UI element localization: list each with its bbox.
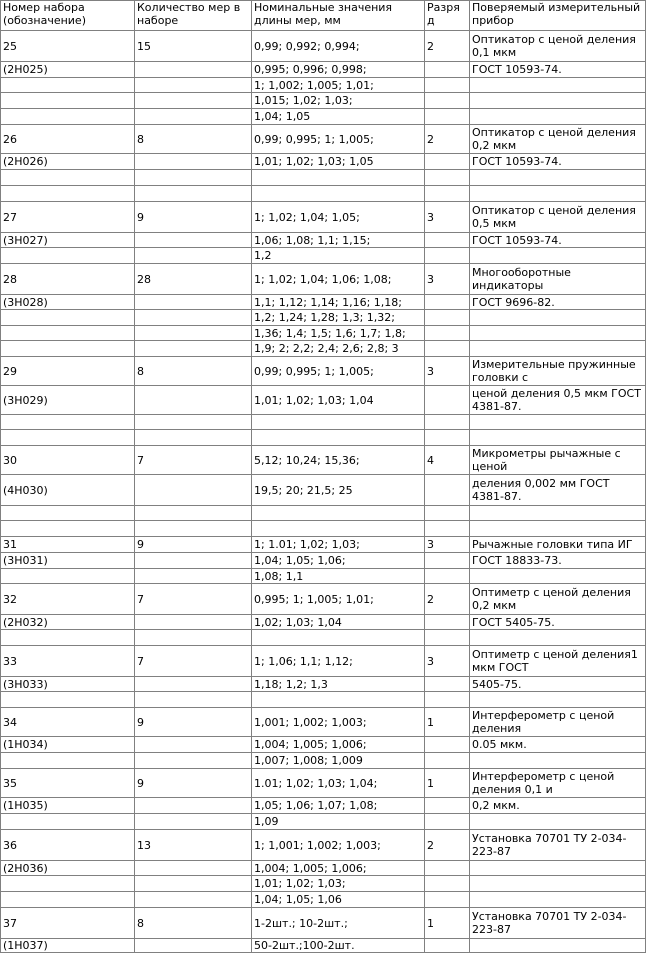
cell-verified-instrument: ГОСТ 10593-74.: [470, 233, 646, 248]
cell-set-number: 32: [1, 584, 135, 615]
cell-set-number: 31: [1, 537, 135, 553]
cell-nominal-lengths: 1,08; 1,1: [252, 569, 425, 584]
cell-verified-instrument: [470, 93, 646, 109]
cell-set-number: (2Н025): [1, 62, 135, 78]
cell-gauge-count: 13: [135, 830, 252, 861]
cell-verified-instrument: [470, 876, 646, 892]
cell-gauge-count: [135, 798, 252, 814]
cell-gauge-count: [135, 62, 252, 78]
cell-grade: [425, 310, 470, 326]
cell-grade: 3: [425, 202, 470, 233]
cell-verified-instrument: Интерферометр с ценой деления: [470, 708, 646, 737]
cell-verified-instrument: Установка 70701 ТУ 2-034-223-87: [470, 908, 646, 939]
cell-gauge-count: [135, 170, 252, 186]
cell-verified-instrument: 5405-75.: [470, 677, 646, 692]
table-row: [1, 569, 646, 584]
cell-set-number: (1Н034): [1, 737, 135, 753]
cell-set-number: (1Н037): [1, 939, 135, 953]
cell-verified-instrument: [470, 341, 646, 357]
cell-nominal-lengths: 1,004; 1,005; 1,006;: [252, 737, 425, 753]
cell-set-number: (2Н036): [1, 861, 135, 876]
cell-set-number: 26: [1, 125, 135, 154]
cell-nominal-lengths: 1,2; 1,24; 1,28; 1,3; 1,32;: [252, 310, 425, 326]
header-set-number: Номер набора (обозначение): [1, 1, 135, 31]
table-row: [1, 769, 646, 798]
cell-grade: 2: [425, 830, 470, 861]
cell-gauge-count: [135, 521, 252, 537]
cell-nominal-lengths: 1,05; 1,06; 1,07; 1,08;: [252, 798, 425, 814]
cell-gauge-count: [135, 892, 252, 908]
cell-gauge-count: [135, 737, 252, 753]
cell-grade: 2: [425, 31, 470, 62]
cell-set-number: (2Н026): [1, 154, 135, 170]
table-row: [1, 814, 646, 830]
cell-gauge-count: [135, 386, 252, 415]
cell-gauge-count: [135, 630, 252, 646]
table-row: [1, 737, 646, 753]
cell-nominal-lengths: 1,007; 1,008; 1,009: [252, 753, 425, 769]
cell-gauge-count: [135, 876, 252, 892]
cell-grade: [425, 615, 470, 630]
table-row: [1, 584, 646, 615]
cell-verified-instrument: Установка 70701 ТУ 2-034-223-87: [470, 830, 646, 861]
cell-set-number: [1, 753, 135, 769]
cell-gauge-count: [135, 341, 252, 357]
table-row: [1, 93, 646, 109]
cell-verified-instrument: Оптиметр с ценой деления 0,2 мкм: [470, 584, 646, 615]
cell-nominal-lengths: 1,06; 1,08; 1,1; 1,15;: [252, 233, 425, 248]
cell-grade: 3: [425, 264, 470, 295]
table-row: [1, 31, 646, 62]
cell-set-number: (3Н027): [1, 233, 135, 248]
table-row: [1, 62, 646, 78]
cell-grade: [425, 154, 470, 170]
cell-nominal-lengths: 1; 1,002; 1,005; 1,01;: [252, 78, 425, 93]
cell-gauge-count: [135, 939, 252, 953]
cell-nominal-lengths: 1,9; 2; 2,2; 2,4; 2,6; 2,8; 3: [252, 341, 425, 357]
cell-nominal-lengths: 1-2шт.; 10-2шт.;: [252, 908, 425, 939]
cell-grade: 1: [425, 708, 470, 737]
cell-nominal-lengths: [252, 521, 425, 537]
header-nominal-lengths: Номинальные значения длины мер, мм: [252, 1, 425, 31]
cell-gauge-count: 15: [135, 31, 252, 62]
cell-verified-instrument: [470, 109, 646, 125]
cell-nominal-lengths: 0,99; 0,995; 1; 1,005;: [252, 125, 425, 154]
cell-set-number: [1, 569, 135, 584]
table-row: [1, 692, 646, 708]
cell-nominal-lengths: [252, 506, 425, 521]
cell-set-number: 30: [1, 446, 135, 475]
cell-set-number: [1, 630, 135, 646]
cell-nominal-lengths: 1; 1.01; 1,02; 1,03;: [252, 537, 425, 553]
cell-set-number: [1, 248, 135, 264]
cell-verified-instrument: ГОСТ 18833-73.: [470, 553, 646, 569]
table-row: [1, 415, 646, 430]
cell-verified-instrument: [470, 892, 646, 908]
cell-gauge-count: 7: [135, 584, 252, 615]
cell-verified-instrument: Рычажные головки типа ИГ: [470, 537, 646, 553]
table-row: [1, 646, 646, 677]
cell-nominal-lengths: 0,995; 1; 1,005; 1,01;: [252, 584, 425, 615]
table-body: [1, 31, 646, 953]
cell-set-number: [1, 326, 135, 341]
cell-grade: [425, 939, 470, 953]
cell-verified-instrument: ценой деления 0,5 мкм ГОСТ 4381-87.: [470, 386, 646, 415]
cell-nominal-lengths: 1; 1,02; 1,04; 1,05;: [252, 202, 425, 233]
cell-set-number: [1, 310, 135, 326]
cell-verified-instrument: [470, 753, 646, 769]
cell-grade: 4: [425, 446, 470, 475]
cell-grade: [425, 553, 470, 569]
cell-gauge-count: [135, 753, 252, 769]
cell-set-number: (3Н033): [1, 677, 135, 692]
cell-grade: [425, 737, 470, 753]
cell-grade: [425, 753, 470, 769]
table-row: [1, 386, 646, 415]
cell-gauge-count: [135, 78, 252, 93]
cell-verified-instrument: [470, 521, 646, 537]
cell-nominal-lengths: 1,001; 1,002; 1,003;: [252, 708, 425, 737]
cell-grade: [425, 430, 470, 446]
cell-gauge-count: [135, 506, 252, 521]
cell-nominal-lengths: [252, 186, 425, 202]
cell-verified-instrument: 0.05 мкм.: [470, 737, 646, 753]
cell-gauge-count: 8: [135, 125, 252, 154]
cell-gauge-count: 9: [135, 708, 252, 737]
cell-verified-instrument: Измерительные пружинные головки с: [470, 357, 646, 386]
cell-gauge-count: [135, 861, 252, 876]
cell-gauge-count: 9: [135, 537, 252, 553]
cell-grade: [425, 326, 470, 341]
table-row: [1, 876, 646, 892]
cell-nominal-lengths: [252, 430, 425, 446]
cell-gauge-count: 8: [135, 908, 252, 939]
cell-nominal-lengths: [252, 692, 425, 708]
table-row: [1, 537, 646, 553]
cell-set-number: [1, 93, 135, 109]
cell-set-number: 36: [1, 830, 135, 861]
cell-grade: [425, 248, 470, 264]
table-row: [1, 553, 646, 569]
cell-grade: [425, 475, 470, 506]
cell-set-number: [1, 876, 135, 892]
header-gauge-count: Количество мер в наборе: [135, 1, 252, 31]
cell-gauge-count: 8: [135, 357, 252, 386]
cell-nominal-lengths: 1,1; 1,12; 1,14; 1,16; 1,18;: [252, 295, 425, 310]
table-row: [1, 630, 646, 646]
table-row: [1, 295, 646, 310]
cell-gauge-count: [135, 248, 252, 264]
cell-gauge-count: [135, 814, 252, 830]
cell-verified-instrument: [470, 692, 646, 708]
cell-nominal-lengths: 1,36; 1,4; 1,5; 1,6; 1,7; 1,8;: [252, 326, 425, 341]
table-row: [1, 248, 646, 264]
table-row: [1, 170, 646, 186]
header-row: [1, 1, 646, 31]
cell-set-number: (2Н032): [1, 615, 135, 630]
cell-verified-instrument: Микрометры рычажные с ценой: [470, 446, 646, 475]
cell-verified-instrument: [470, 630, 646, 646]
table-row: [1, 939, 646, 953]
table-row: [1, 475, 646, 506]
cell-set-number: 29: [1, 357, 135, 386]
cell-grade: [425, 814, 470, 830]
cell-set-number: [1, 341, 135, 357]
cell-set-number: [1, 814, 135, 830]
cell-grade: 2: [425, 125, 470, 154]
cell-verified-instrument: ГОСТ 5405-75.: [470, 615, 646, 630]
cell-grade: 1: [425, 908, 470, 939]
cell-verified-instrument: [470, 170, 646, 186]
cell-grade: [425, 892, 470, 908]
table-row: [1, 861, 646, 876]
cell-grade: [425, 233, 470, 248]
cell-verified-instrument: ГОСТ 9696-82.: [470, 295, 646, 310]
table-row: [1, 202, 646, 233]
cell-grade: [425, 186, 470, 202]
cell-gauge-count: [135, 186, 252, 202]
table-row: [1, 310, 646, 326]
cell-nominal-lengths: 1,04; 1,05; 1,06;: [252, 553, 425, 569]
cell-grade: [425, 295, 470, 310]
cell-gauge-count: [135, 109, 252, 125]
table-row: [1, 264, 646, 295]
cell-gauge-count: [135, 615, 252, 630]
cell-verified-instrument: [470, 310, 646, 326]
cell-nominal-lengths: 5,12; 10,24; 15,36;: [252, 446, 425, 475]
cell-verified-instrument: Оптикатор с ценой деления 0,1 мкм: [470, 31, 646, 62]
cell-gauge-count: 28: [135, 264, 252, 295]
table-row: [1, 506, 646, 521]
cell-verified-instrument: Оптикатор с ценой деления 0,5 мкм: [470, 202, 646, 233]
cell-verified-instrument: [470, 78, 646, 93]
table-row: [1, 186, 646, 202]
cell-nominal-lengths: 1,01; 1,02; 1,03;: [252, 876, 425, 892]
cell-nominal-lengths: 1,01; 1,02; 1,03; 1,05: [252, 154, 425, 170]
table-row: [1, 830, 646, 861]
cell-gauge-count: [135, 475, 252, 506]
table-row: [1, 798, 646, 814]
cell-gauge-count: [135, 233, 252, 248]
cell-grade: [425, 876, 470, 892]
cell-grade: [425, 798, 470, 814]
cell-grade: [425, 861, 470, 876]
header-grade: Разряд: [425, 1, 470, 31]
cell-grade: [425, 415, 470, 430]
cell-set-number: 25: [1, 31, 135, 62]
cell-set-number: 37: [1, 908, 135, 939]
cell-grade: [425, 630, 470, 646]
cell-grade: [425, 93, 470, 109]
cell-set-number: [1, 109, 135, 125]
cell-gauge-count: [135, 553, 252, 569]
cell-gauge-count: 9: [135, 202, 252, 233]
cell-grade: 1: [425, 769, 470, 798]
cell-set-number: (4Н030): [1, 475, 135, 506]
table-row: [1, 109, 646, 125]
cell-grade: [425, 62, 470, 78]
cell-set-number: [1, 506, 135, 521]
cell-gauge-count: 7: [135, 646, 252, 677]
table-row: [1, 892, 646, 908]
cell-grade: [425, 170, 470, 186]
cell-verified-instrument: 0,2 мкм.: [470, 798, 646, 814]
cell-set-number: 33: [1, 646, 135, 677]
cell-grade: 2: [425, 584, 470, 615]
cell-nominal-lengths: [252, 170, 425, 186]
cell-verified-instrument: [470, 415, 646, 430]
cell-nominal-lengths: 1; 1,06; 1,1; 1,12;: [252, 646, 425, 677]
table-row: [1, 708, 646, 737]
cell-gauge-count: [135, 692, 252, 708]
cell-set-number: 34: [1, 708, 135, 737]
cell-nominal-lengths: 1,01; 1,02; 1,03; 1,04: [252, 386, 425, 415]
cell-gauge-count: [135, 677, 252, 692]
cell-grade: [425, 386, 470, 415]
cell-verified-instrument: Оптиметр с ценой деления1 мкм ГОСТ: [470, 646, 646, 677]
cell-nominal-lengths: 0,99; 0,995; 1; 1,005;: [252, 357, 425, 386]
cell-gauge-count: [135, 326, 252, 341]
cell-nominal-lengths: 1,04; 1,05; 1,06: [252, 892, 425, 908]
cell-set-number: [1, 430, 135, 446]
cell-set-number: (3Н031): [1, 553, 135, 569]
cell-nominal-lengths: 1,09: [252, 814, 425, 830]
table-row: [1, 753, 646, 769]
cell-grade: 3: [425, 646, 470, 677]
cell-verified-instrument: [470, 186, 646, 202]
cell-grade: [425, 341, 470, 357]
cell-verified-instrument: [470, 326, 646, 341]
cell-verified-instrument: [470, 569, 646, 584]
cell-verified-instrument: [470, 861, 646, 876]
table-row: [1, 908, 646, 939]
cell-verified-instrument: [470, 506, 646, 521]
cell-verified-instrument: ГОСТ 10593-74.: [470, 62, 646, 78]
cell-verified-instrument: Многооборотные индикаторы: [470, 264, 646, 295]
cell-set-number: (3Н028): [1, 295, 135, 310]
cell-gauge-count: [135, 93, 252, 109]
cell-nominal-lengths: 0,99; 0,992; 0,994;: [252, 31, 425, 62]
table-row: [1, 446, 646, 475]
cell-set-number: [1, 892, 135, 908]
cell-gauge-count: 7: [135, 446, 252, 475]
cell-gauge-count: [135, 415, 252, 430]
cell-gauge-count: [135, 310, 252, 326]
table-row: [1, 521, 646, 537]
table-row: [1, 326, 646, 341]
cell-verified-instrument: [470, 814, 646, 830]
cell-gauge-count: [135, 430, 252, 446]
cell-grade: [425, 692, 470, 708]
cell-set-number: [1, 186, 135, 202]
cell-grade: [425, 521, 470, 537]
cell-nominal-lengths: 50-2шт.;100-2шт.: [252, 939, 425, 953]
table-row: [1, 677, 646, 692]
cell-set-number: [1, 170, 135, 186]
cell-grade: [425, 677, 470, 692]
cell-set-number: 35: [1, 769, 135, 798]
table-row: [1, 615, 646, 630]
cell-verified-instrument: деления 0,002 мм ГОСТ 4381-87.: [470, 475, 646, 506]
cell-set-number: 28: [1, 264, 135, 295]
table-row: [1, 341, 646, 357]
cell-grade: 3: [425, 537, 470, 553]
cell-set-number: [1, 415, 135, 430]
cell-set-number: (3Н029): [1, 386, 135, 415]
cell-nominal-lengths: [252, 415, 425, 430]
cell-grade: [425, 569, 470, 584]
table-row: [1, 78, 646, 93]
cell-nominal-lengths: 1,2: [252, 248, 425, 264]
cell-set-number: (1Н035): [1, 798, 135, 814]
cell-verified-instrument: [470, 430, 646, 446]
cell-gauge-count: 9: [135, 769, 252, 798]
table-row: [1, 125, 646, 154]
cell-grade: [425, 109, 470, 125]
cell-nominal-lengths: 1,004; 1,005; 1,006;: [252, 861, 425, 876]
cell-gauge-count: [135, 154, 252, 170]
cell-set-number: [1, 78, 135, 93]
cell-verified-instrument: [470, 939, 646, 953]
cell-set-number: [1, 692, 135, 708]
cell-grade: [425, 506, 470, 521]
cell-verified-instrument: Интерферометр с ценой деления 0,1 и: [470, 769, 646, 798]
cell-grade: [425, 78, 470, 93]
cell-gauge-count: [135, 569, 252, 584]
cell-set-number: [1, 521, 135, 537]
cell-gauge-count: [135, 295, 252, 310]
header-verified-instrument: Поверяемый измерительный прибор: [470, 1, 646, 31]
cell-nominal-lengths: 1,02; 1,03; 1,04: [252, 615, 425, 630]
cell-nominal-lengths: 1,04; 1,05: [252, 109, 425, 125]
table-row: [1, 233, 646, 248]
cell-nominal-lengths: 1,18; 1,2; 1,3: [252, 677, 425, 692]
cell-nominal-lengths: [252, 630, 425, 646]
cell-nominal-lengths: 1; 1,001; 1,002; 1,003;: [252, 830, 425, 861]
table-row: [1, 154, 646, 170]
cell-nominal-lengths: 19,5; 20; 21,5; 25: [252, 475, 425, 506]
cell-nominal-lengths: 1.01; 1,02; 1,03; 1,04;: [252, 769, 425, 798]
cell-verified-instrument: [470, 248, 646, 264]
cell-grade: 3: [425, 357, 470, 386]
table-row: [1, 430, 646, 446]
cell-nominal-lengths: 1; 1,02; 1,04; 1,06; 1,08;: [252, 264, 425, 295]
cell-nominal-lengths: 0,995; 0,996; 0,998;: [252, 62, 425, 78]
cell-verified-instrument: Оптикатор с ценой деления 0,2 мкм: [470, 125, 646, 154]
cell-set-number: 27: [1, 202, 135, 233]
cell-nominal-lengths: 1,015; 1,02; 1,03;: [252, 93, 425, 109]
cell-verified-instrument: ГОСТ 10593-74.: [470, 154, 646, 170]
table-row: [1, 357, 646, 386]
